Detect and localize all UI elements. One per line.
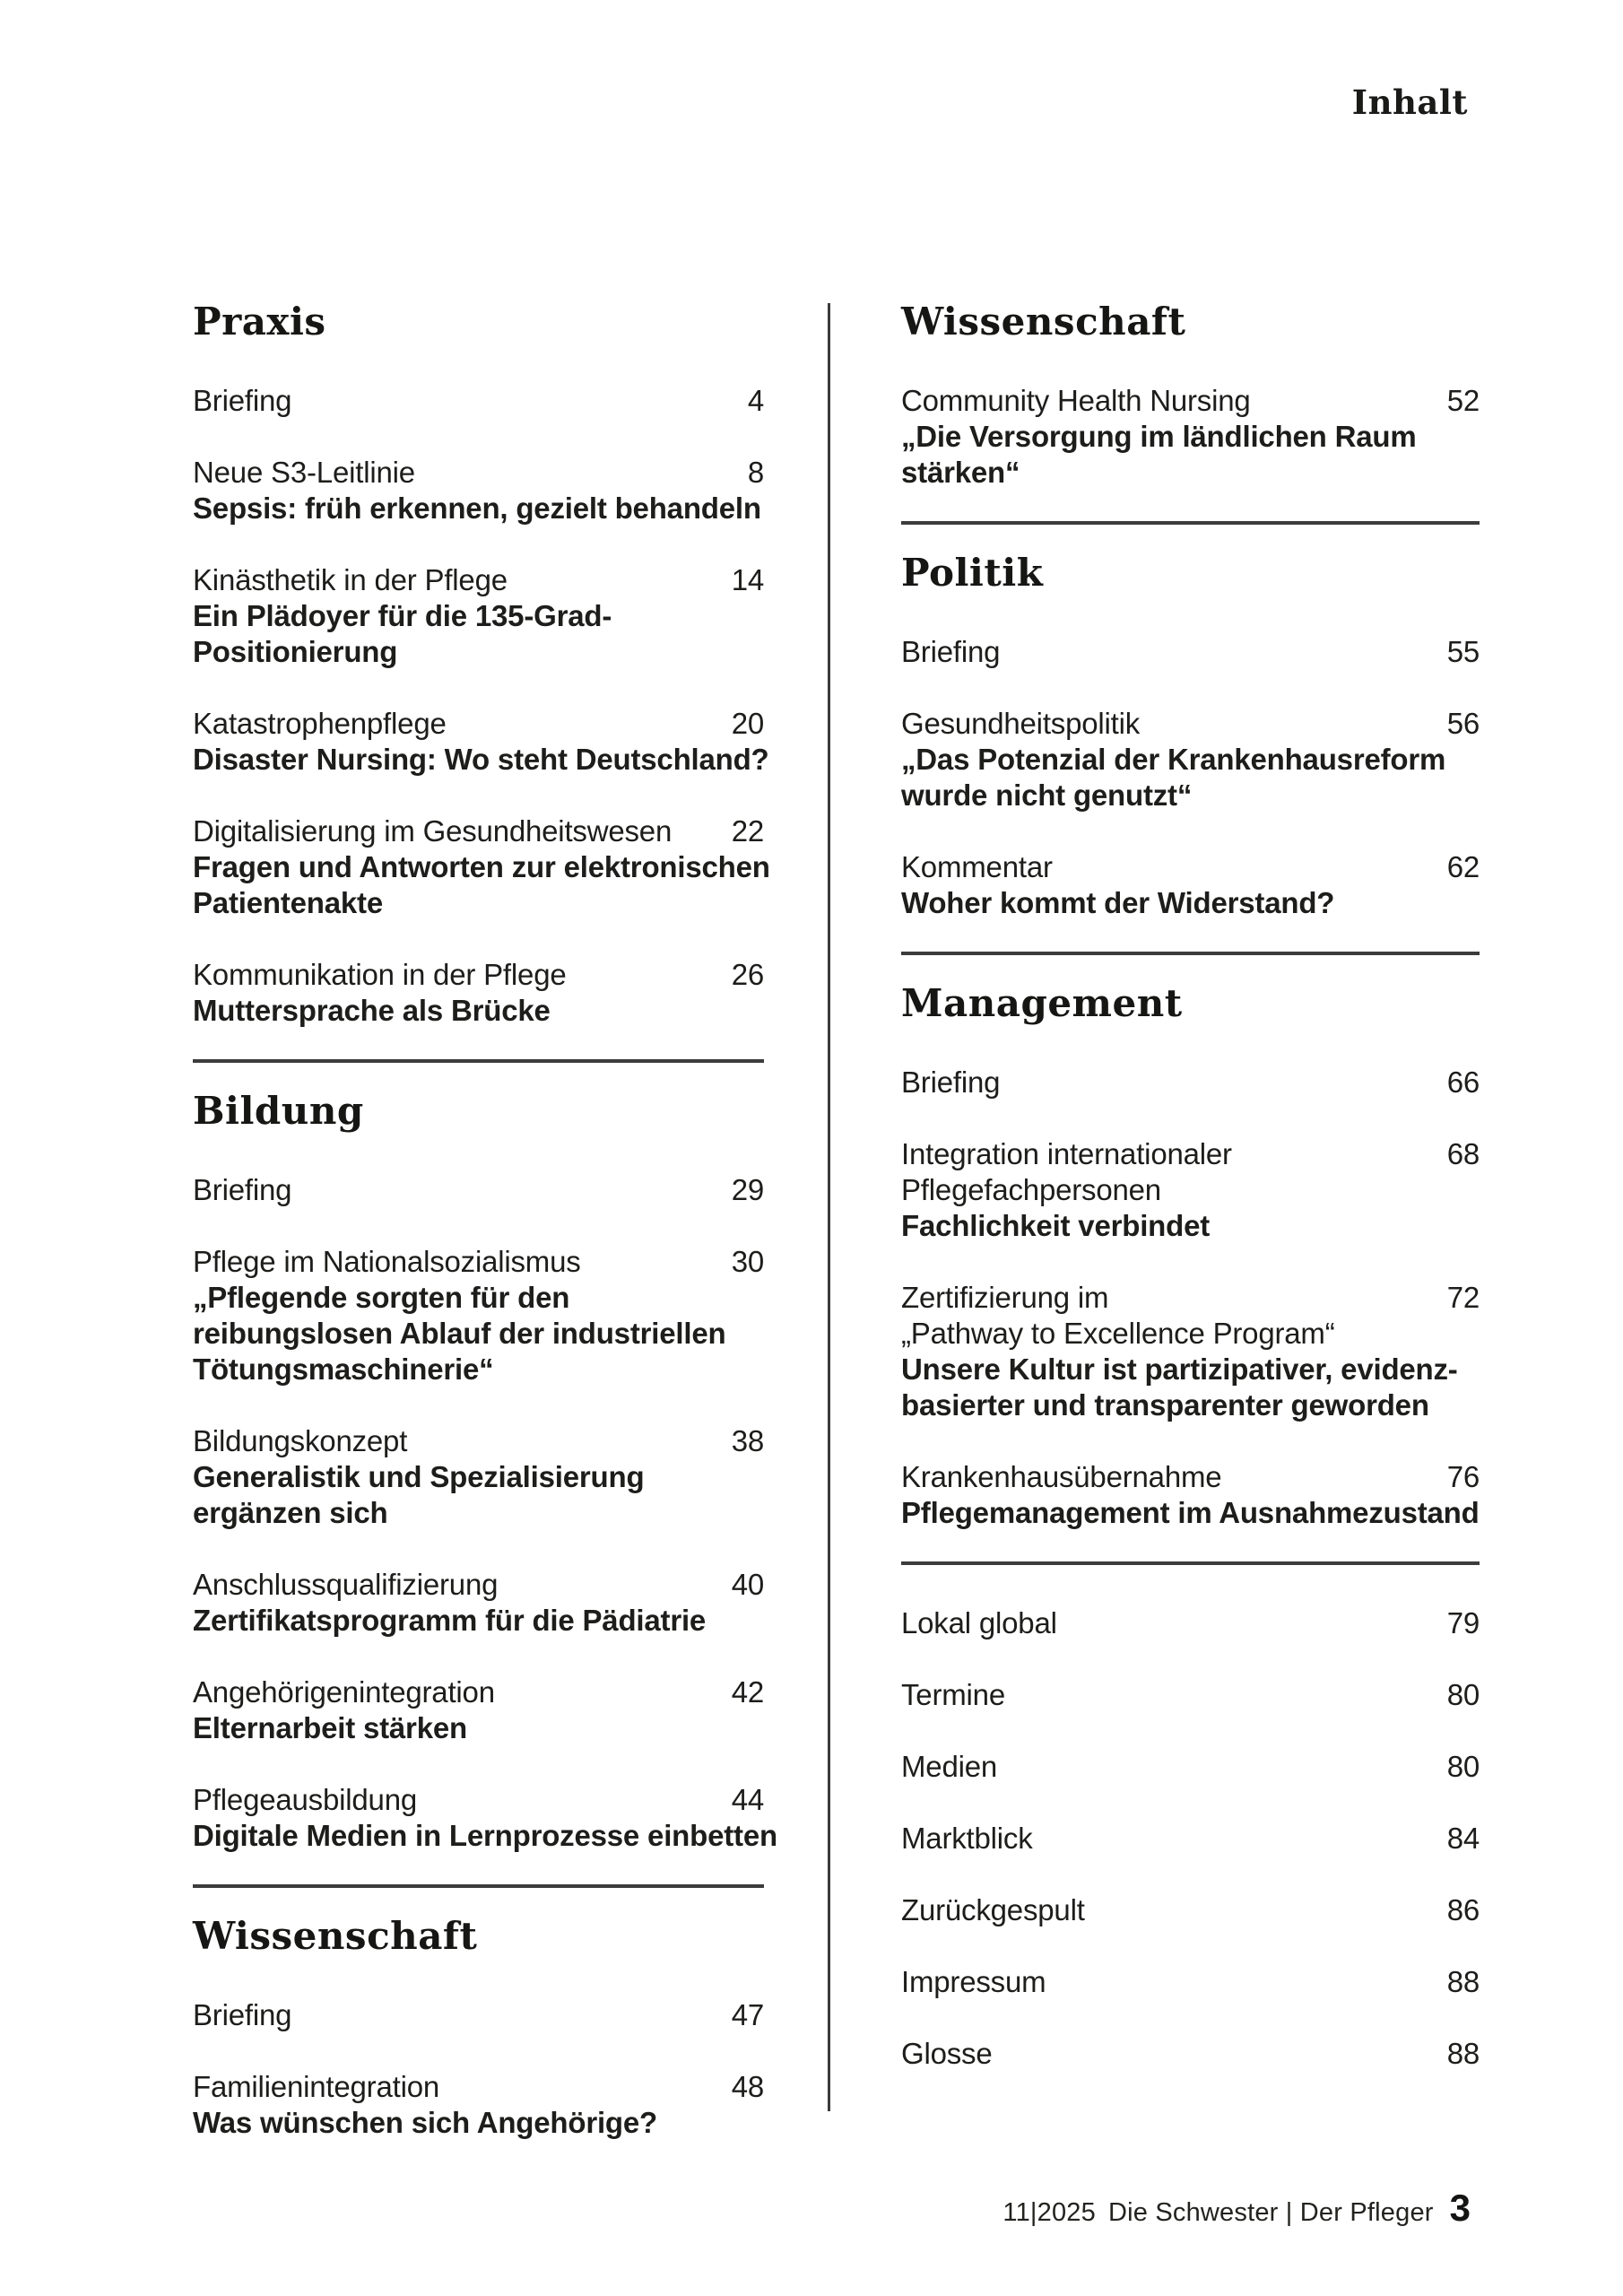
toc-entry-page-number: 38 [731,1424,764,1457]
section-entries [901,1605,1480,2072]
toc-entry-title: Briefing [193,1173,292,1206]
toc-entry-row [193,1567,764,1603]
toc-entry-subtitle: „Die Versorgung im ländlichen Raum [901,420,1417,453]
toc-entry-title: Anschlussqualifizierung [193,1568,499,1601]
footer-page-number: 3 [1449,2187,1471,2229]
section-heading: Praxis [193,300,326,344]
section-heading: Politik [901,551,1044,595]
toc-entry-subtitle: Digitale Medien in Lernprozesse einbetten [193,1819,777,1852]
toc-entry-page-number: 80 [1446,1750,1480,1783]
toc-entry-title: Kinästhetik in der Pflege [193,563,508,596]
toc-entry-row [193,1782,764,1818]
section-heading: Management [901,981,1183,1025]
toc-section [901,921,1480,1531]
toc-entry-row [901,1821,1480,1857]
toc-entry [193,1172,764,1208]
toc-entry [901,634,1480,670]
toc-entry [193,1244,764,1387]
toc-entry-subtitle: Patientenakte [193,886,383,919]
toc-entry-row [901,849,1480,885]
toc-entry-page-number: 30 [731,1245,764,1278]
toc-entry-page-number: 4 [747,384,764,417]
toc-entry-row [193,1423,764,1459]
toc-entry [901,1749,1480,1785]
toc-entry-subtitle: basierter und transparenter geworden [901,1388,1429,1422]
section-divider [901,1561,1480,1565]
toc-entry-subtitle: Woher kommt der Widerstand? [901,886,1335,919]
toc-entry-title: Angehörigenintegration [193,1675,495,1709]
toc-entry-title: Community Health Nursing [901,384,1251,417]
toc-entry [193,455,764,526]
toc-entry-page-number: 48 [731,2070,764,2103]
toc-entry-title: Impressum [901,1965,1046,1998]
toc-entry [901,706,1480,813]
toc-entry-title-line: Pflegefachpersonen [901,1173,1161,1206]
toc-entry-page-number: 55 [1446,635,1480,668]
toc-entry-page-number: 40 [731,1568,764,1601]
toc-section [901,491,1480,921]
toc-entry-subtitle: reibungslosen Ablauf der industriellen [193,1317,726,1350]
toc-entry-title: Briefing [901,1065,1001,1099]
toc-entry-page-number: 42 [731,1675,764,1709]
toc-entry [193,562,764,670]
section-heading: Wissenschaft [193,1914,478,1958]
toc-entry-title: Termine [901,1678,1005,1711]
toc-entry-row [193,1674,764,1710]
toc-entry-page-number: 29 [731,1173,764,1206]
toc-entry-page-number: 88 [1446,2037,1480,2070]
toc-entry-title: Marktblick [901,1822,1033,1855]
toc-entry [193,1567,764,1639]
toc-entry-title: Digitalisierung im Gesundheitswesen [193,814,673,848]
toc-entry-row [193,957,764,993]
toc-entry-title: Bildungskonzept [193,1424,408,1457]
toc-entry-subtitle: Generalistik und Spezialisierung [193,1460,645,1493]
toc-entry-title: Zertifizierung im [901,1281,1109,1314]
toc-entry-subtitle: „Das Potenzial der Krankenhausreform [901,743,1446,776]
toc-entry-row [193,383,764,419]
toc-entry-title: Medien [901,1750,998,1783]
toc-entry [901,1892,1480,1928]
toc-entry-page-number: 22 [731,814,764,848]
toc-entry [901,1459,1480,1531]
toc-entry-row [901,1605,1480,1641]
toc-entry-title-line: „Pathway to Excellence Program“ [901,1317,1335,1350]
toc-entry-page-number: 84 [1446,1822,1480,1855]
toc-entry [193,1423,764,1531]
toc-entry-title: Glosse [901,2037,993,2070]
toc-entry [193,2069,764,2141]
toc-column-left [193,300,777,2141]
toc-entry [193,957,764,1029]
toc-entry-title: Briefing [901,635,1001,668]
toc-entry-row [193,1997,764,2033]
toc-entry-subtitle: stärken“ [901,456,1020,489]
toc-entry [193,1782,777,1854]
toc-entry [901,1605,1480,1641]
toc-entry-subtitle: Disaster Nursing: Wo steht Deutschland? [193,743,769,776]
toc-entry-page-number: 86 [1446,1893,1480,1926]
toc-entry-title: Pflegeausbildung [193,1783,418,1816]
toc-entry-title: Lokal global [901,1606,1057,1639]
toc-entry-row [901,634,1480,670]
toc-section [193,1029,777,1854]
toc-entry-page-number: 88 [1446,1965,1480,1998]
toc-entry-subtitle: wurde nicht genutzt“ [901,778,1193,812]
toc-entry-page-number: 47 [731,1998,764,2031]
toc-entry-row [193,562,764,598]
toc-entry-row [901,1459,1480,1495]
toc-entry-subtitle: Sepsis: früh erkennen, gezielt behandeln [193,491,761,525]
section-entries [193,1172,777,1854]
toc-entry-title: Pflege im Nationalsozialismus [193,1245,581,1278]
toc-entry-row [901,1280,1480,1316]
toc-entry [901,1821,1480,1857]
toc-column-right [901,300,1480,2072]
page-footer [1002,2189,1471,2229]
toc-entry-row [901,2036,1480,2072]
toc-entry-title: Briefing [193,1998,292,2031]
toc-entry-row [193,2069,764,2105]
toc-entry [193,383,764,419]
footer-issue: 11|2025 [1002,2198,1096,2227]
toc-entry [193,1674,764,1746]
toc-entry-page-number: 56 [1446,707,1480,740]
page-title: Inhalt [1351,83,1468,122]
toc-entry-page-number: 44 [731,1783,764,1816]
section-heading: Bildung [193,1089,364,1133]
toc-entry-page-number: 79 [1446,1606,1480,1639]
toc-entry-row [901,706,1480,742]
toc-entry-subtitle: Unsere Kultur ist partizipativer, evidenz- [901,1352,1458,1386]
section-divider [193,1059,764,1063]
toc-section [193,1854,764,2141]
toc-entry-title: Neue S3-Leitlinie [193,456,415,489]
toc-entry-subtitle: Pflegemanagement im Ausnahmezustand [901,1496,1480,1529]
section-entries [901,383,1480,491]
toc-entry-subtitle: Positionierung [193,635,398,668]
toc-entry-row [901,1892,1480,1928]
toc-entry [901,2036,1480,2072]
toc-entry-title: Kommentar [901,850,1053,883]
toc-entry-title: Krankenhausübernahme [901,1460,1222,1493]
section-heading: Wissenschaft [901,300,1186,344]
toc-entry [901,383,1480,491]
toc-entry-page-number: 20 [731,707,764,740]
toc-entry-row [901,1677,1480,1713]
toc-entry [901,1964,1480,2000]
toc-entry-subtitle: Zertifikatsprogramm für die Pädiatrie [193,1604,707,1637]
toc-entry-subtitle: Tötungsmaschinerie“ [193,1352,494,1386]
toc-section [901,1531,1480,2072]
toc-entry-subtitle: Was wünschen sich Angehörige? [193,2106,657,2139]
toc-entry-row [901,1065,1480,1100]
toc-entry-row [901,1749,1480,1785]
toc-section [193,300,770,1029]
section-entries [901,634,1480,921]
toc-entry-page-number: 26 [731,958,764,991]
toc-entry-page-number: 80 [1446,1678,1480,1711]
toc-entry-title: Familienintegration [193,2070,440,2103]
toc-entry-page-number: 52 [1446,384,1480,417]
section-entries [901,1065,1480,1531]
toc-entry-row [193,455,764,491]
section-entries [193,1997,764,2141]
toc-section [901,300,1480,491]
section-divider [901,952,1480,955]
toc-entry-row [901,1964,1480,2000]
toc-entry-row [193,1172,764,1208]
toc-entry-title: Integration internationaler [901,1137,1232,1170]
toc-entry-subtitle: Muttersprache als Brücke [193,994,551,1027]
toc-entry-row [193,706,764,742]
toc-entry-page-number: 68 [1446,1137,1480,1170]
toc-entry-title: Gesundheitspolitik [901,707,1141,740]
toc-entry-title: Zurückgespult [901,1893,1085,1926]
toc-entry [901,1280,1480,1423]
footer-magazine-name: Die Schwester | Der Pfleger [1107,2198,1434,2227]
toc-entry-page-number: 66 [1446,1065,1480,1099]
toc-entry-page-number: 8 [747,456,764,489]
toc-entry [901,849,1480,921]
toc-entry-row [901,383,1480,419]
toc-entry [193,706,769,778]
toc-entry [193,1997,764,2033]
toc-entry [901,1136,1480,1244]
toc-entry-row [193,813,764,849]
section-divider [193,1884,764,1888]
toc-entry-page-number: 62 [1446,850,1480,883]
toc-entry-page-number: 76 [1446,1460,1480,1493]
toc-entry-title: Kommunikation in der Pflege [193,958,567,991]
toc-entry-row [193,1244,764,1280]
toc-entry-page-number: 72 [1446,1281,1480,1314]
toc-entry-subtitle: „Pflegende sorgten für den [193,1281,570,1314]
toc-entry [901,1677,1480,1713]
toc-entry [193,813,770,921]
section-entries [193,383,770,1029]
toc-entry-subtitle: Fachlichkeit verbindet [901,1209,1211,1242]
toc-entry [901,1065,1480,1100]
column-divider [828,303,830,2111]
toc-entry-subtitle: Elternarbeit stärken [193,1711,467,1744]
toc-entry-row [901,1136,1480,1172]
toc-entry-subtitle: ergänzen sich [193,1496,388,1529]
toc-entry-subtitle: Fragen und Antworten zur elektronischen [193,850,770,883]
toc-entry-title: Briefing [193,384,292,417]
section-divider [901,521,1480,525]
toc-entry-page-number: 14 [731,563,764,596]
toc-entry-title: Katastrophenpflege [193,707,447,740]
toc-entry-subtitle: Ein Plädoyer für die 135-Grad- [193,599,612,632]
